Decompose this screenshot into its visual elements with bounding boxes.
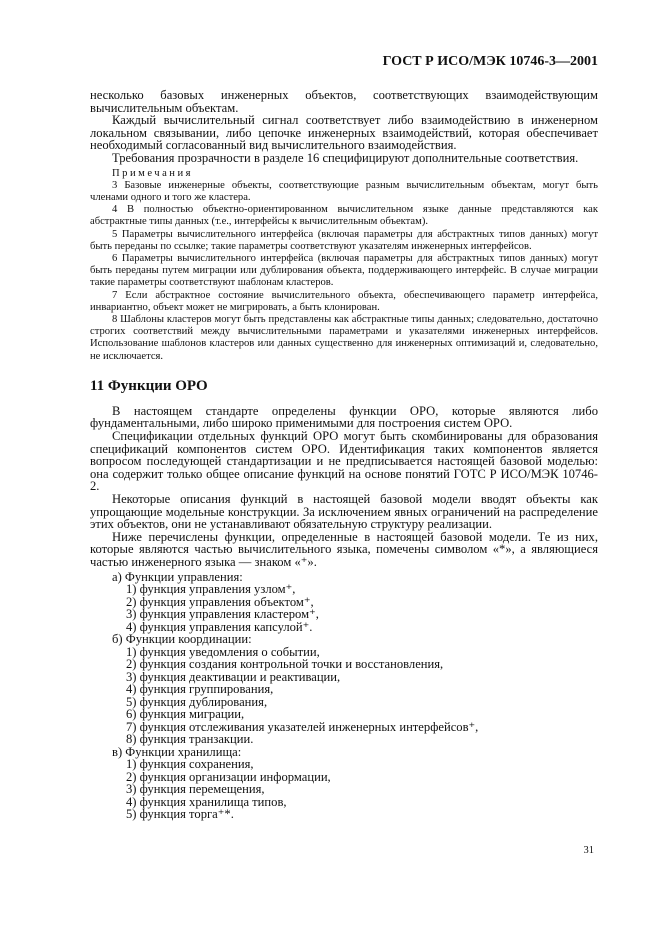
paragraph: Ниже перечислены функции, определенные в настоящей базовой модели. Те из них, которые являются частью вычислительного языка, помечены символом «*», а являющиеся частью инженерного языка — знаком «⁺». xyxy=(90,529,598,569)
list-item: 4) функция управления капсулой⁺. xyxy=(126,619,313,634)
intro-text xyxy=(90,89,598,165)
list-item: 1) функция уведомления о событии, xyxy=(126,644,320,659)
list-item: 4) функция хранилища типов, xyxy=(126,794,287,809)
note: 4 В полностью объектно-ориентированном вычислительном языке данные представляются как абстрактные типы данных (т.е., интерфейсы к вычислительным объектам). xyxy=(90,204,598,228)
list-group-title: в) Функции хранилища: xyxy=(112,744,242,759)
note: 6 Параметры вычислительного интерфейса (включая параметры для абстрактных типов данных) могут быть переданы путем миграции или дублирования объекта, поддерживающего интерфейс. В случае миграции такие параметры соответствуют шаблонам кластеров. xyxy=(90,252,598,289)
list-item: 7) функция отслеживания указателей инженерных интерфейсов⁺, xyxy=(126,719,479,734)
paragraph: Требования прозрачности в разделе 16 специфицируют дополнительные соответствия. xyxy=(112,150,579,165)
list-item: 5) функция торга⁺*. xyxy=(126,807,234,822)
function-list xyxy=(90,571,598,821)
section-body xyxy=(90,405,598,569)
list-item: 8) функция транзакции. xyxy=(126,732,254,747)
list-item: 5) функция дублирования, xyxy=(126,694,268,709)
paragraph: В настоящем стандарте определены функции ОРО, которые являются либо фундаментальными, либо широко применимыми для построения систем ОРО. xyxy=(90,403,598,431)
list-item: 3) функция деактивации и реактивации, xyxy=(126,669,341,684)
list-group-title: а) Функции управления: xyxy=(112,569,243,584)
list-item: 6) функция миграции, xyxy=(126,707,245,722)
page-number: 31 xyxy=(583,844,594,856)
list-item: 2) функция создания контрольной точки и восстановления, xyxy=(126,657,444,672)
list-item: 1) функция управления узлом⁺, xyxy=(126,582,296,597)
list-item: 4) функция группирования, xyxy=(126,682,274,697)
section-heading: 11 Функции ОРО xyxy=(90,377,208,394)
list-item: 2) функция управления объектом⁺, xyxy=(126,594,314,609)
note: 7 Если абстрактное состояние вычислительного объекта, обеспечивающего параметр интерфейса, инвариантно, объект может не мигрировать, а быть клонирован. xyxy=(90,289,598,313)
list-item: 3) функция управления кластером⁺, xyxy=(126,607,319,622)
paragraph: Каждый вычислительный сигнал соответствует либо взаимодействию в инженерном локальном связывании, либо цепочке инженерных взаимодействий, которая обеспечивает необходимый согласованный вид вычислительного взаимодействия. xyxy=(90,113,598,153)
note: 8 Шаблоны кластеров могут быть представлены как абстрактные типы данных; следовательно, достаточно строгих соответствий между вычислительными параметрами и указателями инженерных интерфейсов. Использование шаблонов кластеров или данных существенно для инженерных оптимизаций и, следовательно, не исключается. xyxy=(90,314,598,362)
paragraph: Спецификации отдельных функций ОРО могут быть скомбинированы для образования спецификаций компонентов систем ОРО. Идентификация таких компонентов является вопросом последующей стандартизации и не предписывается настоящей базовой моделью: она содержит только общее описание функций на основе понятий ГОТС Р ИСО/МЭК 10746-2. xyxy=(90,429,598,494)
list-group-title: б) Функции координации: xyxy=(112,632,252,647)
paragraph: несколько базовых инженерных объектов, соответствующих взаимодействующим вычислительным объектам. xyxy=(90,88,598,115)
list-item: 2) функция организации информации, xyxy=(126,769,331,784)
paragraph: Некоторые описания функций в настоящей базовой модели вводят объекты как упрощающие модельные конструкции. За исключением явных ограничений на распределение этих объектов, они не устанавливают обязательную структуру реализации. xyxy=(90,491,598,532)
document-header: ГОСТ Р ИСО/МЭК 10746-3—2001 xyxy=(382,54,598,69)
list-item: 3) функция перемещения, xyxy=(126,782,265,797)
page-content xyxy=(90,0,598,886)
list-item: 1) функция сохранения, xyxy=(126,757,254,772)
note: 5 Параметры вычислительного интерфейса (включая параметры для абстрактных типов данных) могут быть переданы по ссылке; такие параметры соответствуют указателям инженерных интерфейсов. xyxy=(90,228,598,252)
notes-title: Примечания xyxy=(112,167,193,179)
note: 3 Базовые инженерные объекты, соответствующие разным вычислительным объектам, могут быть членами одного и того же кластера. xyxy=(90,179,598,203)
notes xyxy=(90,168,598,363)
